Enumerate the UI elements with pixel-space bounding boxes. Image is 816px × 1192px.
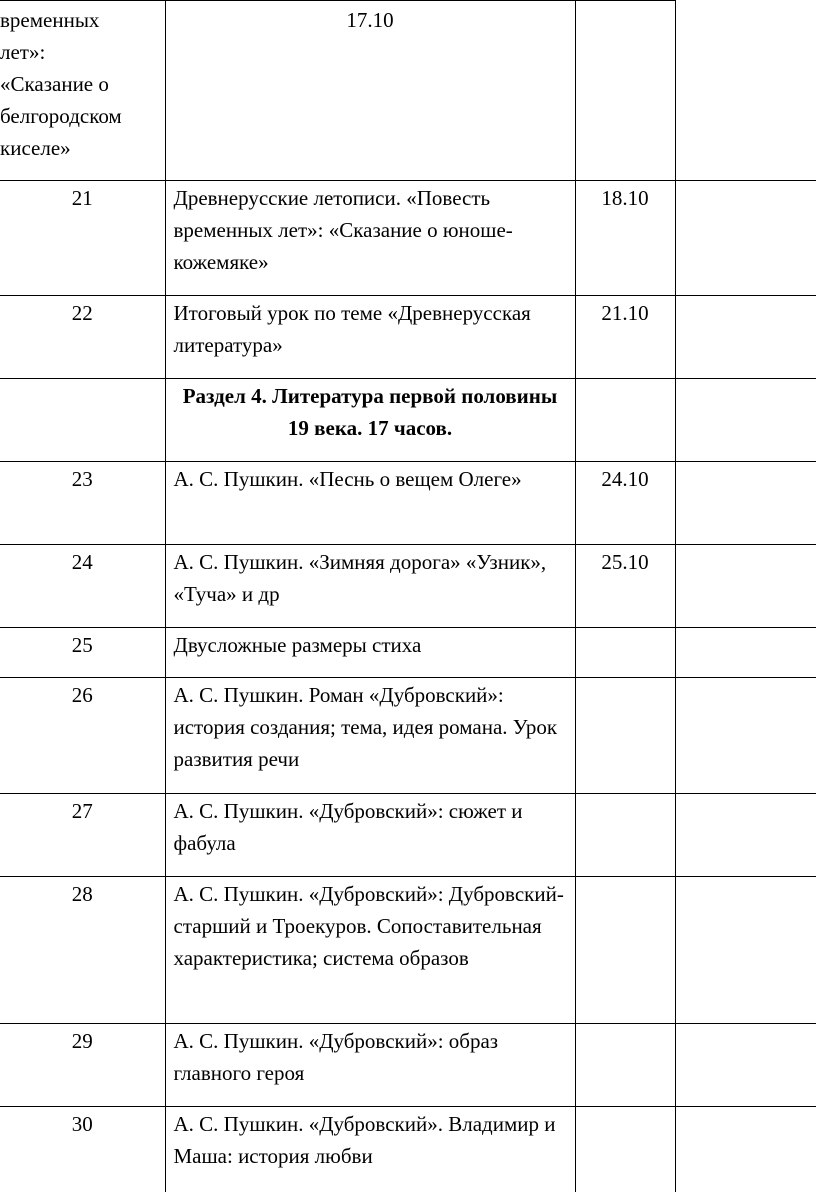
lesson-topic: А. С. Пушкин. «Дубровский»: сюжет и фабула: [165, 794, 575, 877]
table-top-border: [0, 0, 676, 1]
lesson-date: [575, 877, 675, 1024]
lesson-number: 22: [0, 296, 165, 379]
lesson-note: [675, 181, 816, 296]
lesson-schedule-table: [0, 180, 816, 1192]
lesson-topic: А. С. Пушкин. «Дубровский». Владимир и Маша: история любви: [165, 1107, 575, 1192]
table-row: [0, 628, 816, 678]
lesson-number: 24: [0, 545, 165, 628]
lesson-note: [675, 1024, 816, 1107]
table-row: [0, 545, 816, 628]
empty-cell: [575, 379, 675, 462]
lesson-topic: Итоговый урок по теме «Древнерусская литература»: [165, 296, 575, 379]
lesson-note: [675, 296, 816, 379]
lesson-topic: А. С. Пушкин. «Дубровский»: образ главного героя: [165, 1024, 575, 1107]
lesson-topic: А. С. Пушкин. «Дубровский»: Дубровский-старший и Троекуров. Сопоставительная характеристика; система образов: [165, 877, 575, 1024]
lesson-note: [675, 628, 816, 678]
table-row: [0, 462, 816, 545]
lesson-date: [575, 794, 675, 877]
lesson-note: [675, 1107, 816, 1192]
column-divider: [575, 0, 576, 181]
lesson-date: [575, 678, 675, 794]
lesson-number: 25: [0, 628, 165, 678]
column-divider: [165, 0, 166, 181]
lesson-date: 18.10: [575, 181, 675, 296]
lesson-note: [675, 877, 816, 1024]
table-row: [0, 296, 816, 379]
lesson-topic: А. С. Пушкин. «Песнь о вещем Олеге»: [165, 462, 575, 545]
table-row: [0, 877, 816, 1024]
lesson-number: 30: [0, 1107, 165, 1192]
lesson-note: [675, 462, 816, 545]
lesson-date: 25.10: [575, 545, 675, 628]
continued-topic-text: временных лет»: «Сказание о белгородском киселе»: [0, 8, 122, 160]
lesson-date: [575, 1024, 675, 1107]
table-row: [0, 181, 816, 296]
lesson-topic: Двусложные размеры стиха: [165, 628, 575, 678]
lesson-number: 29: [0, 1024, 165, 1107]
table-row: [0, 1024, 816, 1107]
table-row: [0, 1107, 816, 1192]
lesson-date: [575, 1107, 675, 1192]
lesson-date: 24.10: [575, 462, 675, 545]
section-header-row: [0, 379, 816, 462]
lesson-number: 28: [0, 877, 165, 1024]
lesson-topic: А. С. Пушкин. «Зимняя дорога» «Узник», «Туча» и др: [165, 545, 575, 628]
lesson-date: [575, 628, 675, 678]
empty-cell: [0, 379, 165, 462]
lesson-note: [675, 794, 816, 877]
table-row: [0, 794, 816, 877]
lesson-number: 26: [0, 678, 165, 794]
column-divider: [675, 0, 676, 181]
lesson-number: 23: [0, 462, 165, 545]
table-row: [0, 678, 816, 794]
lesson-number: 21: [0, 181, 165, 296]
lesson-topic: А. С. Пушкин. Роман «Дубровский»: история создания; тема, идея романа. Урок развития речи: [165, 678, 575, 794]
section-title: Раздел 4. Литература первой половины 19 века. 17 часов.: [165, 379, 575, 462]
lesson-number: 27: [0, 794, 165, 877]
continued-date: 17.10: [346, 8, 394, 32]
lesson-note: [675, 545, 816, 628]
lesson-topic: Древнерусские летописи. «Повесть временных лет»: «Сказание о юноше-кожемяке»: [165, 181, 575, 296]
lesson-note: [675, 678, 816, 794]
empty-cell: [675, 379, 816, 462]
lesson-date: 21.10: [575, 296, 675, 379]
continued-row: [0, 0, 816, 181]
